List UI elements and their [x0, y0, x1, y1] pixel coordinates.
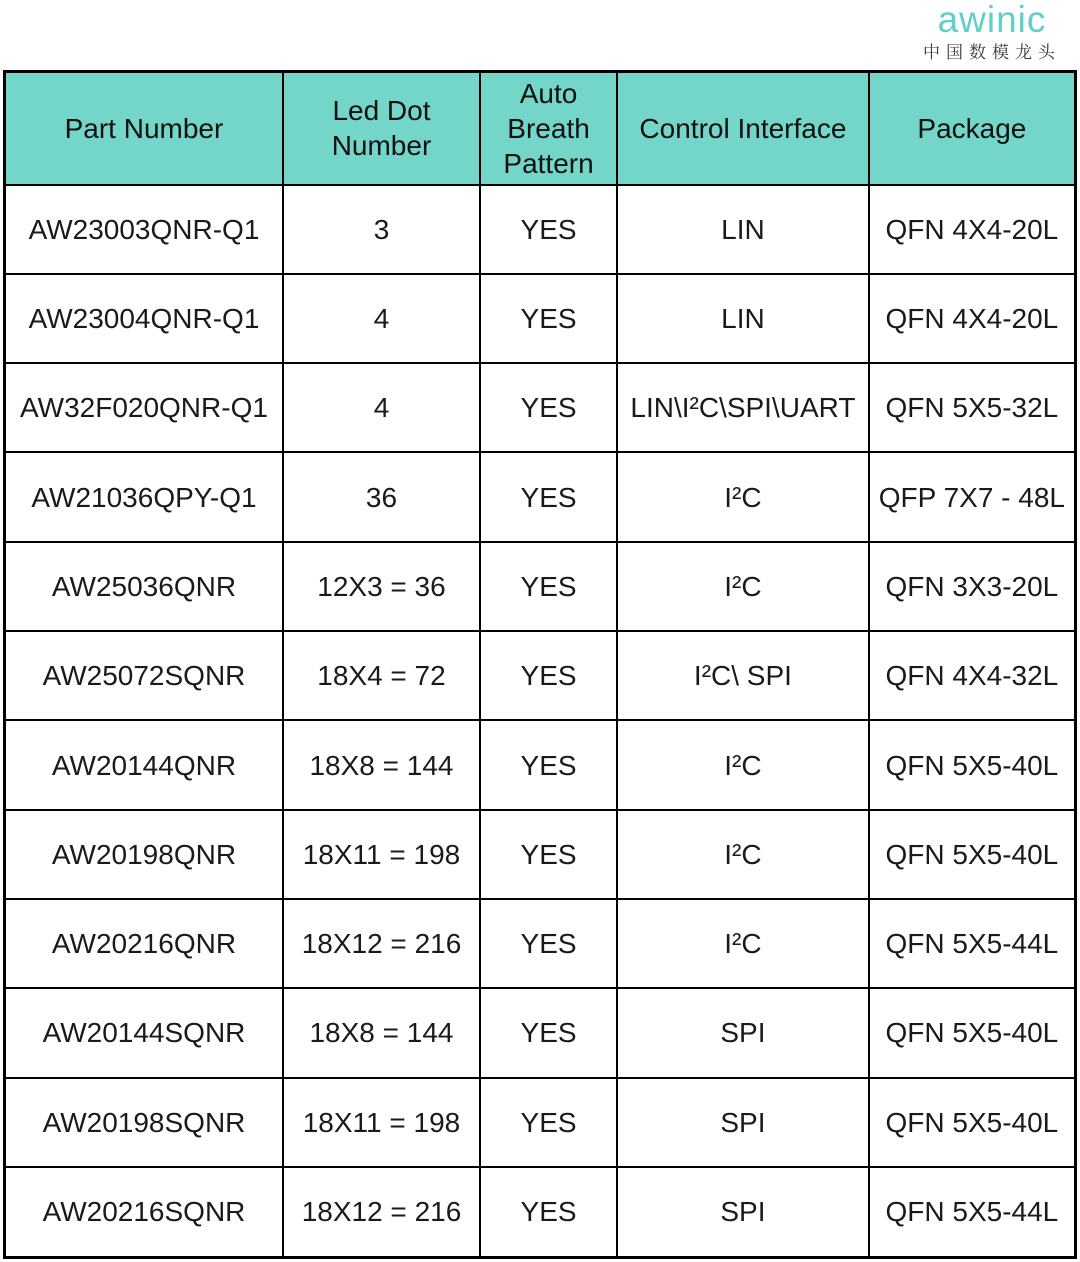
cell-led-dot-number: 4 [283, 274, 480, 363]
cell-control-interface: LIN [617, 274, 869, 363]
cell-control-interface: I²C [617, 899, 869, 988]
cell-auto-breath-pattern: YES [480, 363, 617, 452]
cell-led-dot-number: 3 [283, 185, 480, 274]
table-row [5, 988, 1076, 1077]
table-row [5, 542, 1076, 631]
table-row [5, 274, 1076, 363]
cell-control-interface: SPI [617, 1167, 869, 1258]
cell-package: QFN 5X5-44L [869, 1167, 1076, 1258]
cell-led-dot-number: 18X11 = 198 [283, 1078, 480, 1167]
header-part-number: Part Number [5, 72, 283, 185]
cell-control-interface: I²C [617, 542, 869, 631]
cell-part-number: AW20144SQNR [5, 988, 283, 1077]
cell-package: QFN 5X5-32L [869, 363, 1076, 452]
brand-tagline: 中国数模龙头 [923, 43, 1061, 62]
cell-auto-breath-pattern: YES [480, 1167, 617, 1258]
cell-led-dot-number: 12X3 = 36 [283, 542, 480, 631]
cell-led-dot-number: 18X4 = 72 [283, 631, 480, 720]
cell-control-interface: SPI [617, 1078, 869, 1167]
cell-auto-breath-pattern: YES [480, 810, 617, 899]
cell-led-dot-number: 18X12 = 216 [283, 1167, 480, 1258]
cell-part-number: AW32F020QNR-Q1 [5, 363, 283, 452]
table-body [5, 185, 1076, 1258]
table-row [5, 363, 1076, 452]
cell-led-dot-number: 36 [283, 452, 480, 541]
header-row [5, 72, 1076, 185]
cell-package: QFN 5X5-44L [869, 899, 1076, 988]
cell-control-interface: I²C [617, 810, 869, 899]
cell-package: QFN 4X4-20L [869, 274, 1076, 363]
cell-part-number: AW25072SQNR [5, 631, 283, 720]
brand-wordmark: awinic [937, 0, 1047, 40]
cell-part-number: AW25036QNR [5, 542, 283, 631]
cell-led-dot-number: 18X12 = 216 [283, 899, 480, 988]
cell-control-interface: LIN [617, 185, 869, 274]
cell-auto-breath-pattern: YES [480, 988, 617, 1077]
cell-part-number: AW20216QNR [5, 899, 283, 988]
cell-led-dot-number: 18X8 = 144 [283, 720, 480, 809]
cell-auto-breath-pattern: YES [480, 899, 617, 988]
brand-logo [912, 2, 1072, 63]
cell-control-interface: I²C [617, 720, 869, 809]
cell-package: QFN 5X5-40L [869, 1078, 1076, 1167]
cell-led-dot-number: 4 [283, 363, 480, 452]
table-row [5, 452, 1076, 541]
cell-control-interface: LIN\I²C\SPI\UART [617, 363, 869, 452]
parts-selection-table [3, 70, 1077, 1259]
table-row [5, 899, 1076, 988]
table-row [5, 1167, 1076, 1258]
cell-control-interface: I²C\ SPI [617, 631, 869, 720]
cell-auto-breath-pattern: YES [480, 452, 617, 541]
cell-package: QFN 5X5-40L [869, 810, 1076, 899]
cell-led-dot-number: 18X8 = 144 [283, 988, 480, 1077]
cell-part-number: AW21036QPY-Q1 [5, 452, 283, 541]
cell-part-number: AW20198QNR [5, 810, 283, 899]
table-row [5, 720, 1076, 809]
cell-control-interface: I²C [617, 452, 869, 541]
cell-package: QFN 4X4-32L [869, 631, 1076, 720]
cell-auto-breath-pattern: YES [480, 274, 617, 363]
cell-auto-breath-pattern: YES [480, 1078, 617, 1167]
header-package: Package [869, 72, 1076, 185]
cell-part-number: AW20216SQNR [5, 1167, 283, 1258]
table-row [5, 631, 1076, 720]
cell-auto-breath-pattern: YES [480, 631, 617, 720]
cell-package: QFN 5X5-40L [869, 988, 1076, 1077]
cell-package: QFN 5X5-40L [869, 720, 1076, 809]
cell-auto-breath-pattern: YES [480, 542, 617, 631]
table-row [5, 810, 1076, 899]
cell-package: QFP 7X7 - 48L [869, 452, 1076, 541]
header-control-interface: Control Interface [617, 72, 869, 185]
header-led-dot-number: Led Dot Number [283, 72, 480, 185]
cell-part-number: AW20144QNR [5, 720, 283, 809]
cell-package: QFN 4X4-20L [869, 185, 1076, 274]
table-header [5, 72, 1076, 185]
cell-part-number: AW20198SQNR [5, 1078, 283, 1167]
table-row [5, 1078, 1076, 1167]
cell-control-interface: SPI [617, 988, 869, 1077]
header-auto-breath-pattern: Auto Breath Pattern [480, 72, 617, 185]
cell-auto-breath-pattern: YES [480, 720, 617, 809]
cell-led-dot-number: 18X11 = 198 [283, 810, 480, 899]
cell-auto-breath-pattern: YES [480, 185, 617, 274]
cell-part-number: AW23003QNR-Q1 [5, 185, 283, 274]
cell-package: QFN 3X3-20L [869, 542, 1076, 631]
table-row [5, 185, 1076, 274]
cell-part-number: AW23004QNR-Q1 [5, 274, 283, 363]
